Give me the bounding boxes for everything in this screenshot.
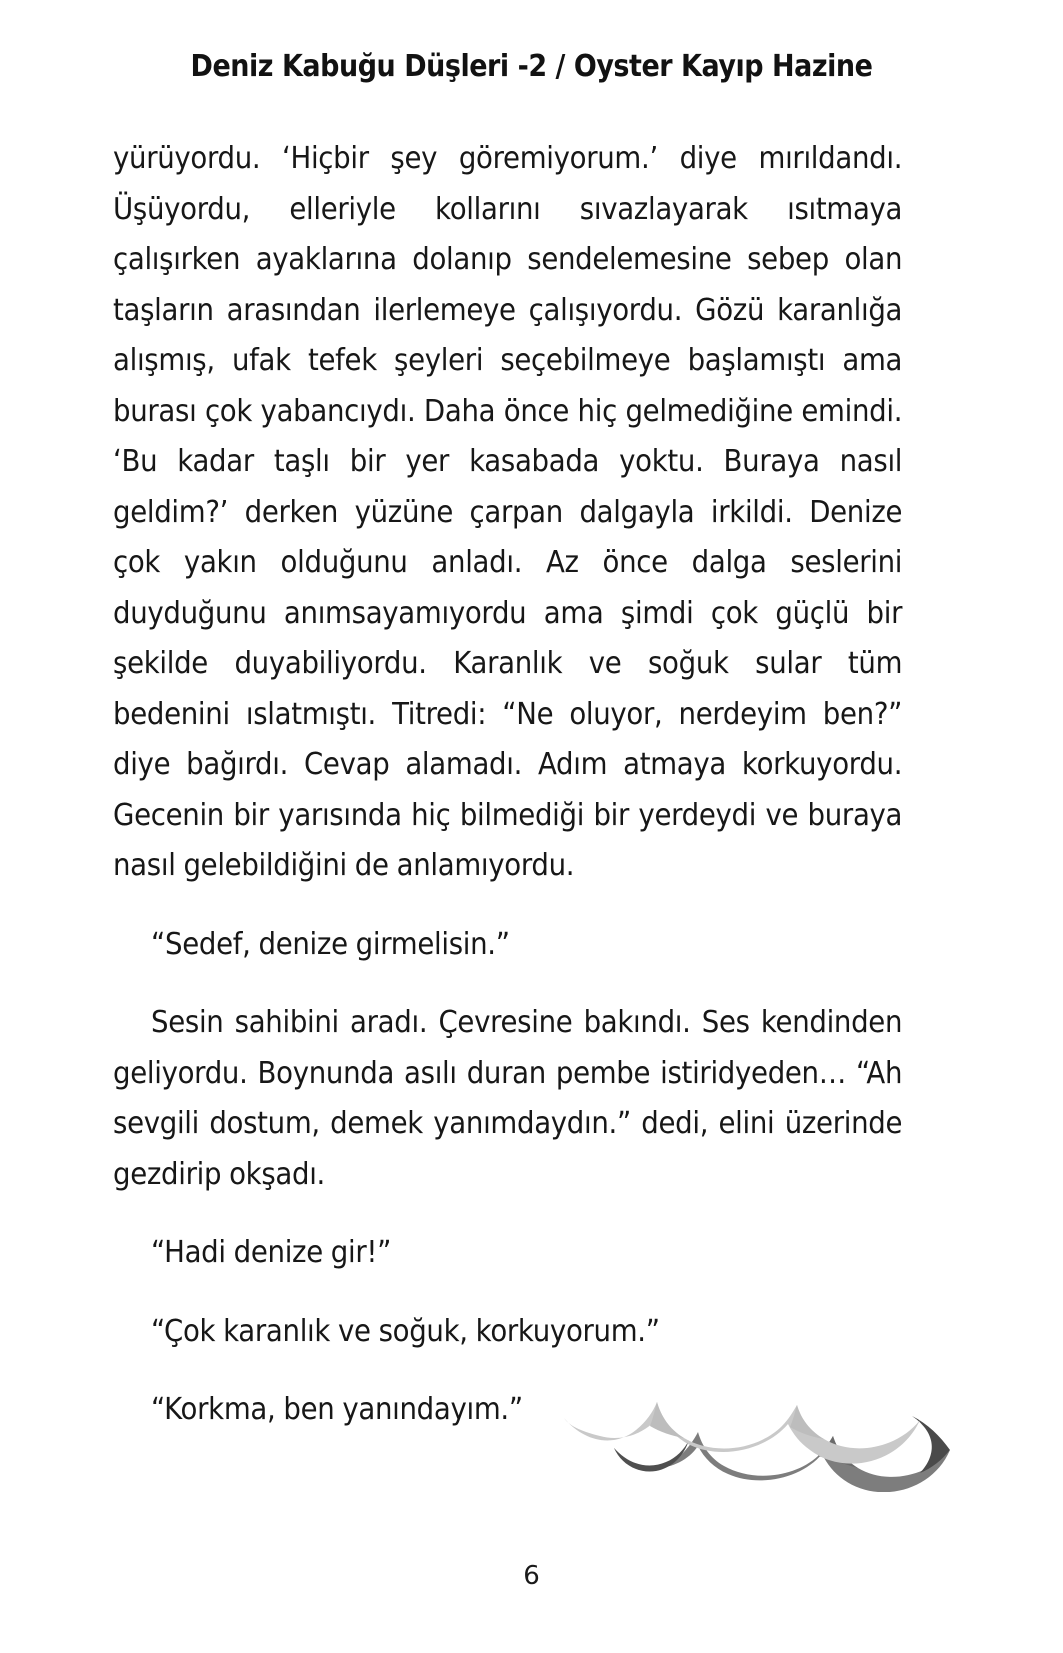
paragraph-ses-sahibi: Sesin sahibini aradı. Çevresine bakındı. Ses kendinden geliyordu. Boynunda asılı duran pembe istiridyeden… “Ah sevgili dostum, demek yanımdaydın.” dedi, elini üzerinde gezdirip okşadı.	[113, 1005, 903, 1192]
dialogue-sedef: “Sedef, denize girmelisin.”	[151, 926, 510, 962]
page-number: 6	[523, 1561, 540, 1591]
body-text-block	[113, 134, 902, 1436]
paragraph-continued: yürüyordu. ‘Hiçbir şey göremiyorum.’ diye mırıldandı. Üşüyordu, elleriyle kollarını sıvazlayarak ısıtmaya çalışırken ayaklarına dolanıp sendelemesine sebep olan taşların arasından ilerlemeye çalışıyordu. Gözü karanlığa alışmış, ufak tefek şeyleri seçebilmeye başlamıştı ama burası çok yabancıydı. Daha önce hiç gelmediğine emindi. ‘Bu kadar taşlı bir yer kasabada yoktu. Buraya nasıl geldim?’ derken yüzüne çarpan dalgayla irkildi. Denize çok yakın olduğunu anladı. Az önce dalga seslerini duyduğunu anımsayamıyordu ama şimdi çok güçlü bir şekilde duyabiliyordu. Karanlık ve soğuk sular tüm bedenini ıslatmıştı. Titredi: “Ne oluyor, nerdeyim ben?” diye bağırdı. Cevap alamadı. Adım atmaya korkuyordu. Gecenin bir yarısında hiç bilmediği bir yerdeydi ve buraya nasıl gelebildiğini de anlamıyordu.	[113, 141, 903, 883]
dialogue-hadi: “Hadi denize gir!”	[151, 1235, 392, 1270]
dialogue-cok-karanlik: “Çok karanlık ve soğuk, korkuyorum.”	[151, 1313, 660, 1349]
running-header: Deniz Kabuğu Düşleri -2 / Oyster Kayıp Hazine	[190, 48, 873, 84]
dialogue-korkma: “Korkma, ben yanındayım.”	[151, 1392, 523, 1427]
